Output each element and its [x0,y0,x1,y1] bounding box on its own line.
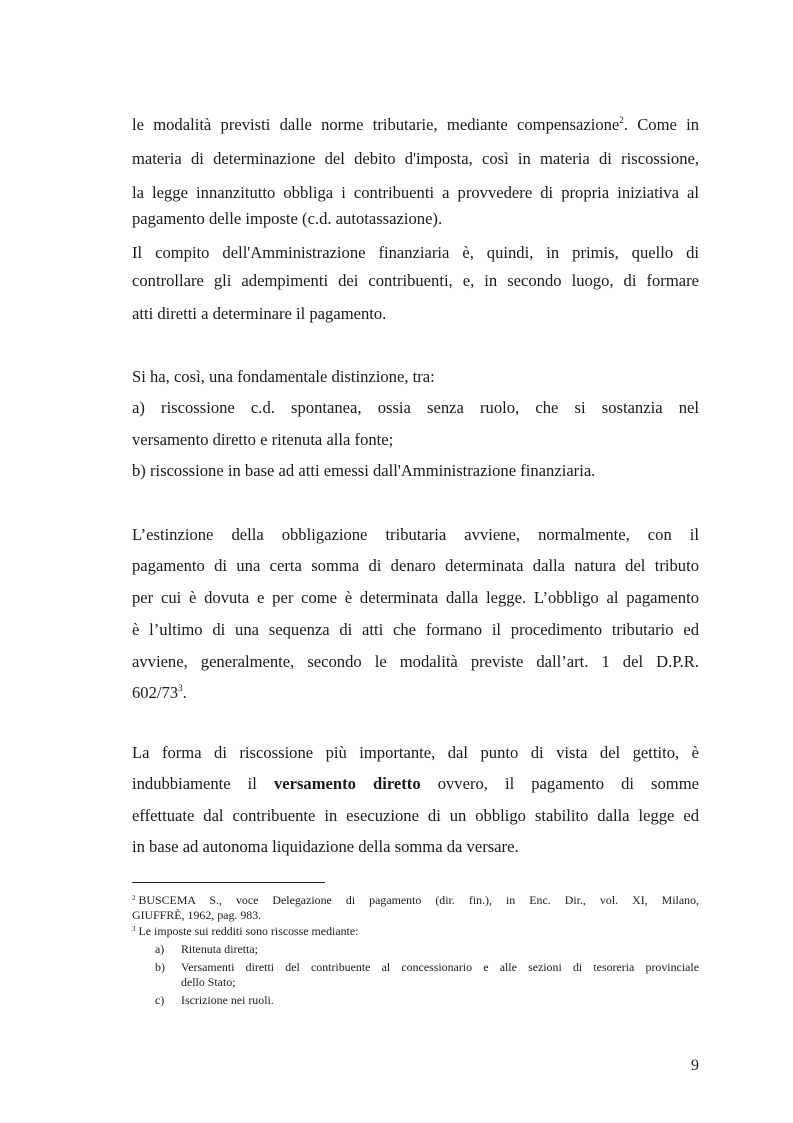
footnote-ref-2[interactable]: 2 [619,115,624,125]
page-number: 9 [691,1057,699,1074]
body-line: versamento diretto e ritenuta alla fonte; [132,430,394,449]
body-line: la legge innanzitutto obbliga i contribuenti a provvedere di propria iniziativa al [132,183,699,202]
body-line: Si ha, così, una fondamentale distinzione, tra: [132,367,435,386]
footnote-list-letter: c) [155,993,165,1007]
list-item-b: b) riscossione in base ad atti emessi dall'Amministrazione finanziaria. [132,461,596,480]
body-line: effettuate dal contribuente in esecuzione di un obbligo stabilito dalla legge ed [132,806,699,825]
footnote-list-letter: a) [155,942,165,956]
body-line: è l’ultimo di una sequenza di atti che formano il procedimento tributario ed [132,620,699,639]
body-line: controllare gli adempimenti dei contribuenti, e, in secondo luogo, di formare [132,271,699,290]
footnote-ref-3[interactable]: 3 [178,683,183,693]
footnote-2: $^2$ BUSCEMA S., voce Delegazione di pagamento (dir. fin.), in Enc. Dir., vol. XI, Milano, [132,893,699,907]
body-line: La forma di riscossione più importante, dal punto di vista del gettito, è [132,743,699,762]
body-line: indubbiamente il versamento diretto ovvero, il pagamento di somme [132,774,699,793]
footnote-marker: 2 [132,894,136,902]
footnote-2-line: GIUFFRÈ, 1962, pag. 983. [132,908,262,922]
bold-term: versamento diretto [273,774,421,793]
body-line: per cui è dovuta e per come è determinata dalla legge. L’obbligo al pagamento [132,588,699,607]
body-line: materia di determinazione del debito d'imposta, così in materia di riscossione, [132,149,699,168]
footnote-3: $^3$ Le imposte sui redditi sono riscosse mediante: [132,924,359,938]
footnote-list-item-cont: dello Stato; [181,975,236,989]
footnote-separator [132,882,325,883]
body-line: pagamento delle imposte (c.d. autotassazione). [132,209,443,228]
footnote-list-letter: b) [155,960,165,974]
footnote-list-item: Ritenuta diretta; [181,942,258,956]
body-line: atti diretti a determinare il pagamento. [132,304,387,323]
body-line: pagamento di una certa somma di denaro determinata dalla natura del tributo [132,556,699,575]
footnote-list-item: Iscrizione nei ruoli. [181,993,274,1007]
footnote-list-item: Versamenti diretti del contribuente al concessionario e alle sezioni di tesoreria provinciale [181,960,699,974]
body-line: L’estinzione della obbligazione tributaria avviene, normalmente, con il [132,525,699,544]
body-line: $602/73^3$. [132,683,187,702]
body-line: Il compito dell'Amministrazione finanziaria è, quindi, in primis, quello di [132,243,699,262]
body-line: in base ad autonoma liquidazione della somma da versare. [132,837,519,856]
footnote-marker: 3 [132,925,136,933]
body-line: le modalità previsti dalle norme tributarie, mediante compensazione$^2$. Come in [132,115,699,134]
body-line: avviene, generalmente, secondo le modalità previste dall’art. 1 del D.P.R. [132,652,699,671]
list-item-a: a) riscossione c.d. spontanea, ossia senza ruolo, che si sostanzia nel [132,398,699,417]
